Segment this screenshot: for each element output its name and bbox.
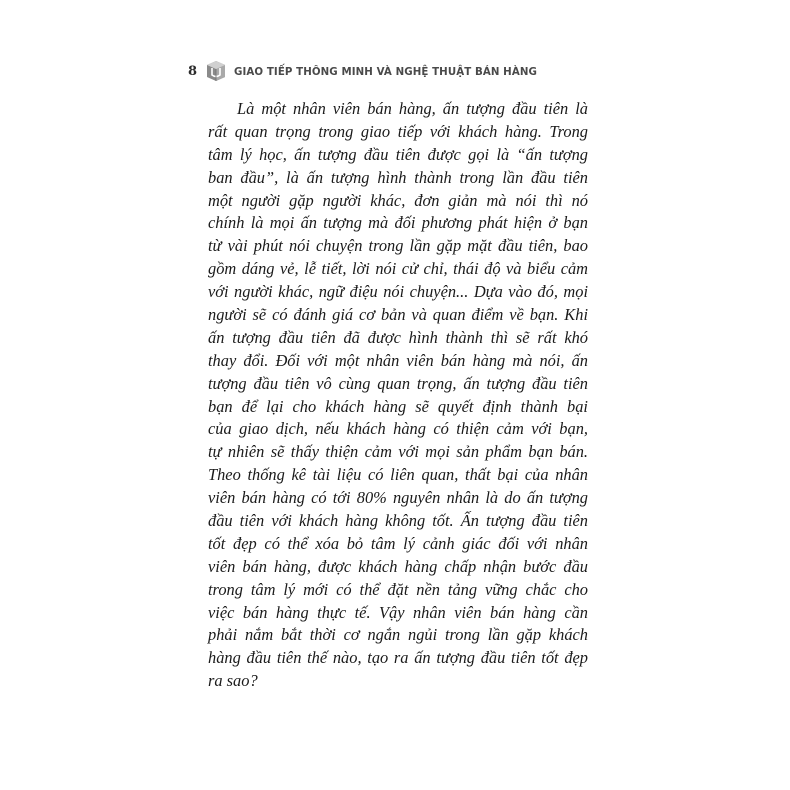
- body-paragraph: [208, 98, 588, 693]
- text-line: ấn tượng đầu tiên đã được hình thành thì sẽ rất khó: [208, 327, 588, 347]
- text-line: ra sao?: [208, 671, 258, 691]
- text-line: việc bán hàng thực tế. Vậy nhân viên bán hàng cần: [208, 602, 588, 622]
- text-line: với người khác, ngữ điệu nói chuyện... Dựa vào đó, mọi: [208, 282, 588, 302]
- text-line: một người gặp người khác, đơn giản mà nói thì nó: [208, 190, 588, 210]
- text-line: viên bán hàng có tới 80% nguyên nhân là do ấn tượng: [208, 488, 588, 508]
- text-line: trong tâm lý mới có thể đặt nền tảng vững chắc cho: [208, 579, 588, 599]
- text-line: chính là mọi ấn tượng mà đối phương phát hiện ở bạn: [208, 213, 588, 233]
- text-line: từ vài phút nói chuyện trong lần gặp mặt đầu tiên, bao: [208, 236, 588, 256]
- text-line: phải nắm bắt thời cơ ngắn ngủi trong lần gặp khách: [208, 625, 588, 645]
- text-line: thay đổi. Đối với một nhân viên bán hàng mà nói, ấn: [208, 350, 588, 370]
- text-line: hàng đầu tiên thế nào, tạo ra ấn tượng đầu tiên tốt đẹp: [208, 648, 588, 668]
- text-line: tượng đầu tiên vô cùng quan trọng, ấn tượng đầu tiên: [208, 373, 588, 393]
- text-line: tốt đẹp có thể xóa bỏ tâm lý cảnh giác đối với nhân: [208, 533, 588, 553]
- text-line: rất quan trọng trong giao tiếp với khách hàng. Trong: [208, 121, 588, 141]
- text-line: người sẽ có đánh giá cơ bản và quan điểm về bạn. Khi: [208, 305, 588, 325]
- text-line: đầu tiên với khách hàng không tốt. Ấn tượng đầu tiên: [208, 511, 588, 531]
- page-number: 8: [188, 63, 198, 79]
- text-line: gồm dáng vẻ, lễ tiết, lời nói cử chỉ, thái độ và biểu cảm: [208, 259, 588, 279]
- text-line: tâm lý học, ấn tượng đầu tiên được gọi là “ấn tượng: [208, 144, 588, 164]
- running-title: GIAO TIẾP THÔNG MINH VÀ NGHỆ THUẬT BÁN HÀNG: [234, 64, 538, 78]
- book-emblem-icon: [205, 59, 227, 83]
- text-line: Là một nhân viên bán hàng, ấn tượng đầu tiên là: [237, 99, 588, 118]
- running-header: [188, 56, 560, 86]
- text-line: tự nhiên sẽ thấy thiện cảm với mọi sản phẩm bạn bán.: [208, 442, 588, 462]
- text-line: của giao dịch, nếu khách hàng có thiện cảm với bạn,: [208, 419, 588, 439]
- text-line: ban đầu”, là ấn tượng hình thành trong lần đầu tiên: [208, 167, 588, 187]
- text-line: bạn để lại cho khách hàng sẽ quyết định thành bại: [208, 396, 588, 416]
- text-line: Theo thống kê tài liệu có liên quan, thất bại của nhân: [208, 465, 588, 485]
- text-line: viên bán hàng, được khách hàng chấp nhận bước đầu: [208, 556, 588, 576]
